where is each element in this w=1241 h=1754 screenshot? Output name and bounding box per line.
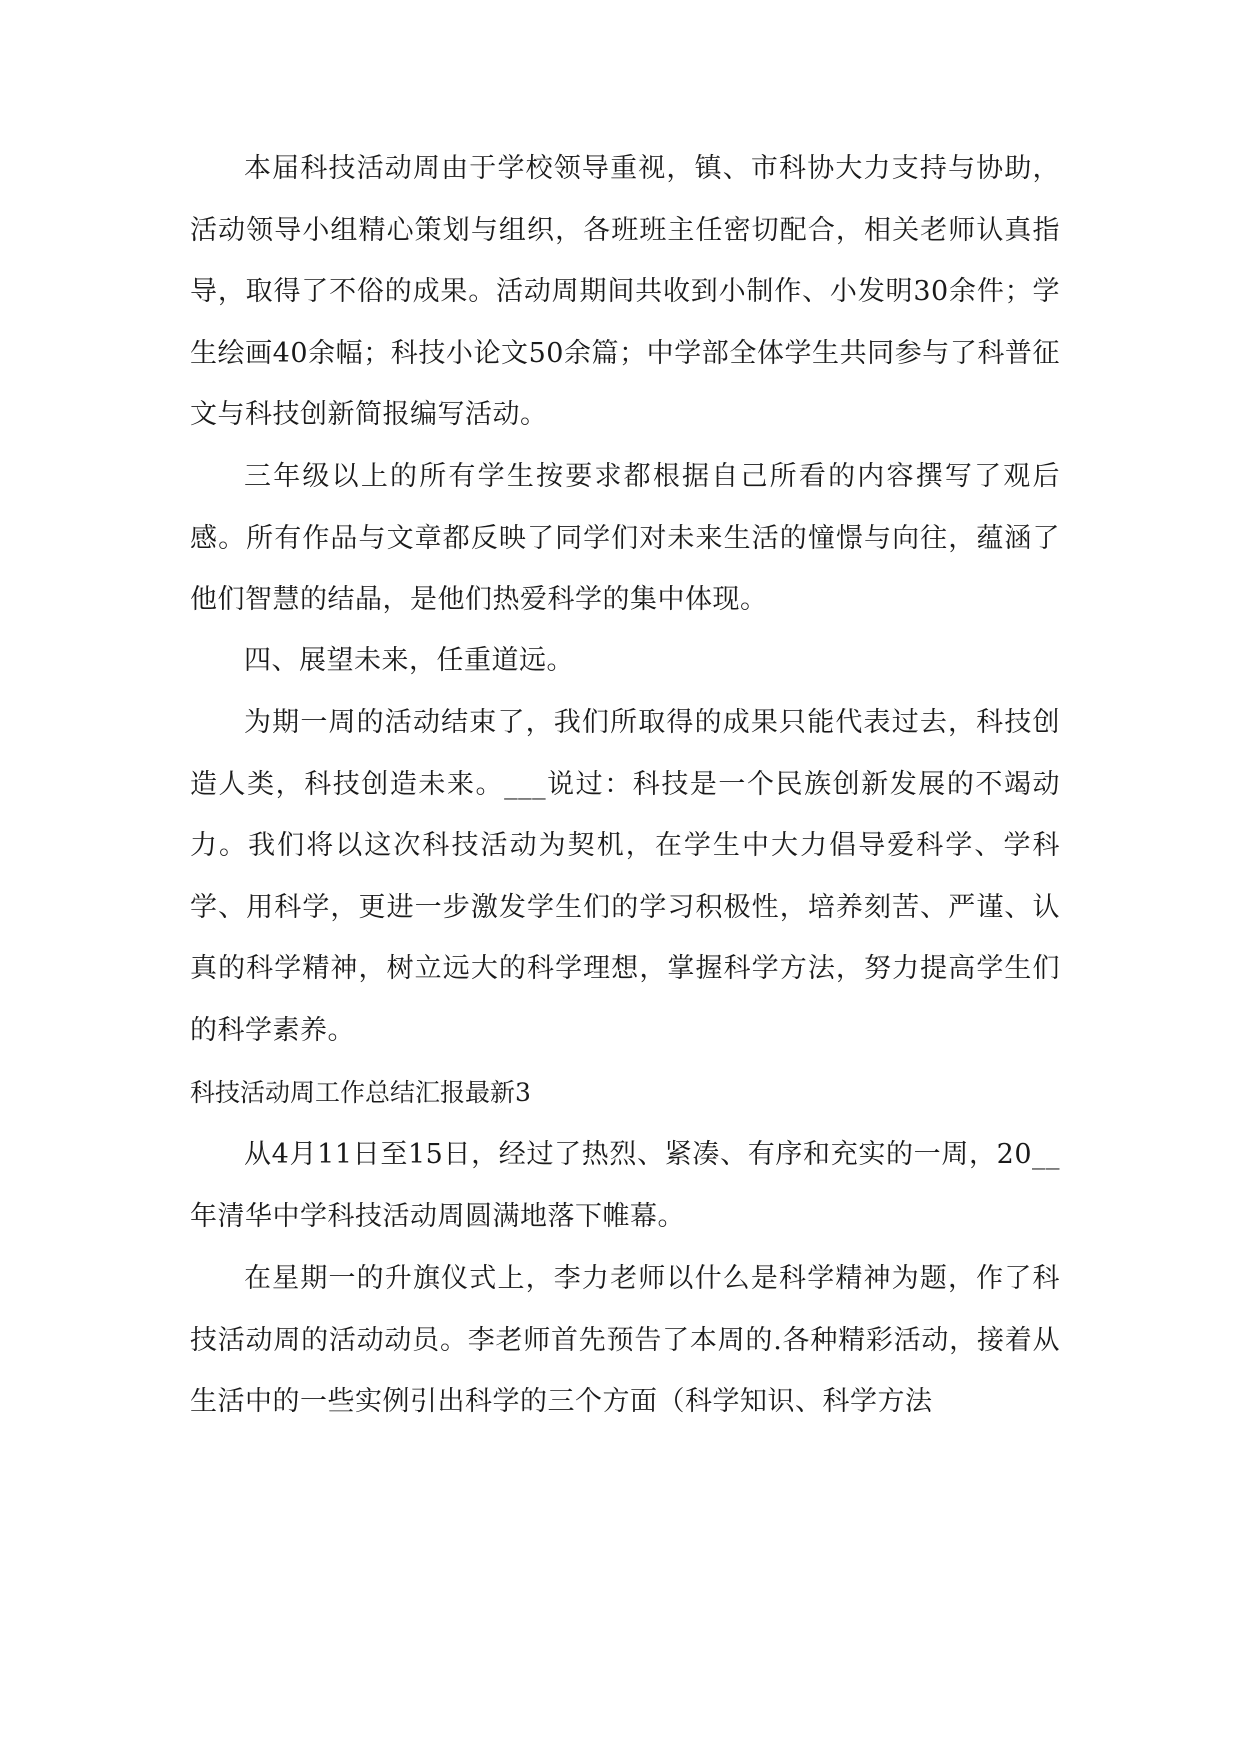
paragraph-achievements: 本届科技活动周由于学校领导重视，镇、市科协大力支持与协助，活动领导小组精心策划与组织，各班班主任密切配合，相关老师认真指导，取得了不俗的成果。活动周期间共收到小制作、小发明30余件；学生绘画40余幅；科技小论文50余篇；中学部全体学生共同参与了科普征文与科技创新简报编写活动。	[190, 153, 1060, 430]
paragraph-outlook: 为期一周的活动结束了，我们所取得的成果只能代表过去，科技创造人类，科技创造未来。___说过：科技是一个民族创新发展的不竭动力。我们将以这次科技活动为契机，在学生中大力倡导爱科学、学科学、用科学，更进一步激发学生们的学习积极性，培养刻苦、严谨、认真的科学精神，树立远大的科学理想，掌握科学方法，努力提高学生们的科学素养。	[190, 707, 1060, 1046]
paragraph-student-essays: 三年级以上的所有学生按要求都根据自己所看的内容撰写了观后感。所有作品与文章都反映了同学们对未来生活的憧憬与向往，蕴涵了他们智慧的结晶，是他们热爱科学的集中体现。	[190, 461, 1060, 615]
section-title: 科技活动周工作总结汇报最新3	[190, 1078, 531, 1107]
paragraph-outlook-heading: 四、展望未来，任重道远。	[244, 645, 574, 676]
paragraph-flag-ceremony: 在星期一的升旗仪式上，李力老师以什么是科学精神为题，作了科技活动周的活动动员。李老师首先预告了本周的.各种精彩活动，接着从生活中的一些实例引出科学的三个方面（科学知识、科学方法	[190, 1263, 1060, 1417]
paragraph-activity-week-dates: 从4月11日至15日，经过了热烈、紧凑、有序和充实的一周，20__年清华中学科技活动周圆满地落下帷幕。	[190, 1139, 1060, 1232]
